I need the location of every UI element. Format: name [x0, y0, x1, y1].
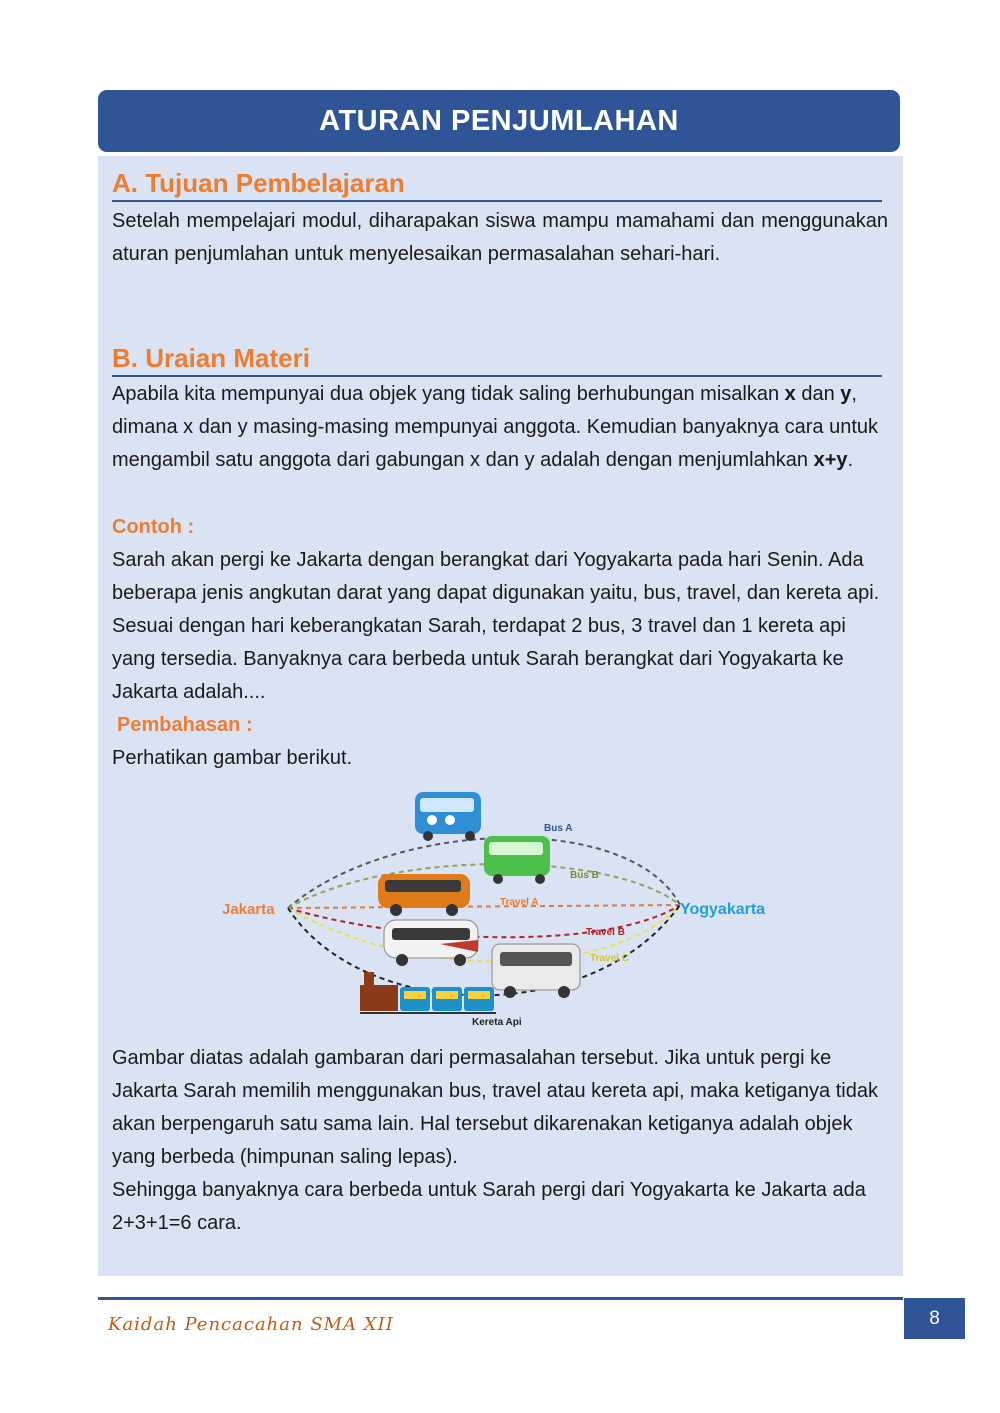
- label-kereta-api: Kereta Api: [472, 1017, 522, 1028]
- label-bus-b: Bus B: [570, 870, 599, 881]
- bus-a-icon: [415, 792, 481, 841]
- section-a-heading: A. Tujuan Pembelajaran: [112, 166, 882, 202]
- route-line-travel-a: [288, 905, 680, 908]
- contoh-text: Sarah akan pergi ke Jakarta dengan berangkat dari Yogyakarta pada hari Senin. Ada beberapa jenis angkutan darat yang dapat digunakan yaitu, bus, travel, dan kereta api. Sesuai dengan hari keberangkatan Sarah, terdapat 2 bus, 3 travel dan 1 kereta api yang tersedia. Banyaknya cara berbeda untuk Sarah berangkat dari Yogyakarta ke Jakarta adalah....: [112, 549, 880, 703]
- pembahasan-text: Perhatikan gambar berikut.: [112, 747, 353, 769]
- intro-sum: x+y: [813, 449, 848, 471]
- route-line-bus-b: [288, 864, 680, 908]
- label-travel-a: Travel A: [500, 897, 539, 908]
- route-line-kereta: [288, 905, 680, 995]
- label-jakarta: Jakarta: [222, 901, 275, 918]
- label-yogyakarta: Yogyakarta: [680, 901, 766, 918]
- travel-a-icon: [378, 874, 470, 916]
- intro-text-2: dan: [795, 383, 841, 405]
- bus-b-icon: [484, 836, 550, 884]
- label-travel-c: Travel C: [590, 953, 629, 964]
- section-b-heading: B. Uraian Materi: [112, 341, 882, 377]
- intro-text-4: .: [847, 449, 854, 471]
- section-a-text: Setelah mempelajari modul, diharapakan siswa mampu mamahami dan menggunakan aturan penjumlahan untuk menyelesaikan permasalahan sehari-hari.: [112, 210, 888, 265]
- page-number: 8: [904, 1298, 965, 1339]
- travel-c-icon: [492, 944, 580, 998]
- travel-b-icon: [384, 920, 478, 966]
- pembahasan-label: Pembahasan :: [117, 714, 253, 736]
- route-diagram: [210, 780, 800, 1030]
- contoh-label: Contoh :: [112, 516, 195, 538]
- section-b-intro: [112, 378, 888, 477]
- intro-var-y: y: [840, 383, 852, 405]
- explanation-text: Gambar diatas adalah gambaran dari permasalahan tersebut. Jika untuk pergi ke Jakarta Sarah memilih menggunakan bus, travel atau kereta api, maka ketiganya tidak akan berpengaruh satu sama lain. Hal tersebut dikarenakan ketiganya adalah objek yang berbeda (himpunan saling lepas).: [112, 1047, 878, 1168]
- footer-title: Kaidah Pencacahan SMA XII: [108, 1314, 394, 1335]
- label-bus-a: Bus A: [544, 823, 573, 834]
- label-travel-b: Travel B: [586, 927, 625, 938]
- page-title: ATURAN PENJUMLAHAN: [98, 90, 900, 152]
- intro-text-3: , dimana x dan y masing-masing mempunyai anggota. Kemudian banyaknya cara untuk mengambil satu anggota dari gabungan x dan y adalah dengan menjumlahkan: [112, 383, 878, 471]
- intro-var-x: x: [784, 383, 796, 405]
- intro-text-1: Apabila kita mempunyai dua objek yang tidak saling berhubungan misalkan: [112, 383, 785, 405]
- footer-rule: [98, 1297, 903, 1300]
- conclusion-text: Sehingga banyaknya cara berbeda untuk Sarah pergi dari Yogyakarta ke Jakarta ada 2+3+1=6 cara.: [112, 1179, 866, 1234]
